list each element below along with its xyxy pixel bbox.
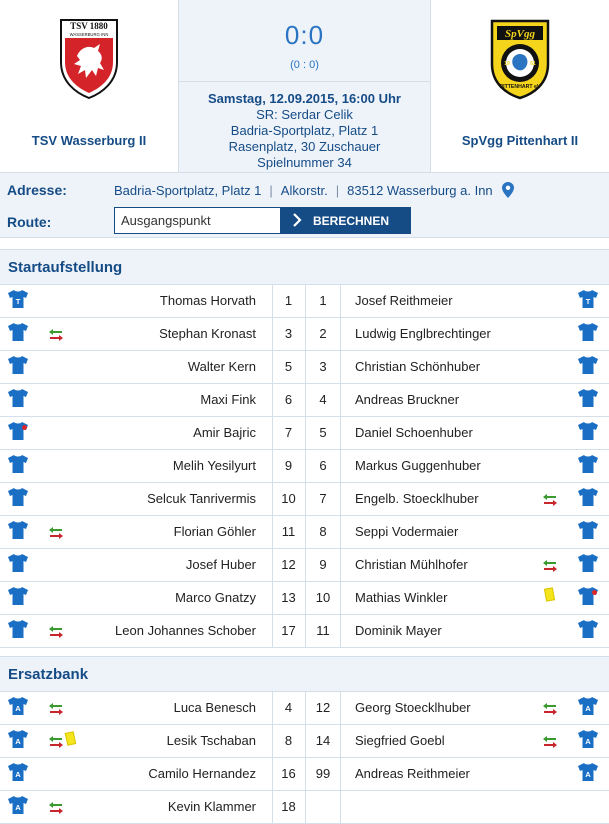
player-shirt-icon	[577, 355, 599, 375]
address-label: Adresse:	[7, 182, 67, 198]
home-player-name[interactable]: Walter Kern	[187, 359, 256, 374]
substitution-icon	[48, 802, 64, 814]
away-player-number: 6	[305, 450, 341, 482]
lineup-row	[0, 318, 609, 351]
player-shirt-icon	[577, 729, 599, 749]
home-player-name[interactable]: Amir Bajric	[193, 425, 256, 440]
svg-text:A: A	[585, 737, 591, 746]
halftime-score: (0 : 0)	[290, 59, 319, 71]
home-crest-line1: TSV 1880	[70, 21, 108, 31]
home-player-name[interactable]: Marco Gnatzy	[175, 590, 256, 605]
map-pin-icon[interactable]	[502, 182, 514, 198]
home-player-number: 17	[272, 615, 304, 647]
lineup-row	[0, 417, 609, 450]
lineup-row	[0, 516, 609, 549]
player-shirt-icon	[577, 388, 599, 408]
player-shirt-icon	[7, 520, 29, 540]
player-shirt-icon	[577, 553, 599, 573]
away-player-number: 5	[305, 417, 341, 449]
player-shirt-icon	[7, 619, 29, 639]
away-player-name[interactable]: Georg Stoecklhuber	[355, 700, 471, 715]
lineup-row	[0, 450, 609, 483]
player-shirt-icon	[577, 421, 599, 441]
lineup-row	[0, 615, 609, 648]
calculate-route-button[interactable]	[281, 207, 411, 234]
player-shirt-icon	[7, 553, 29, 573]
address-separator: |	[335, 182, 340, 198]
player-shirt-icon	[7, 762, 29, 782]
match-header	[0, 0, 609, 172]
home-player-number: 5	[272, 351, 304, 383]
away-player-number: 14	[305, 725, 341, 757]
lineup-row	[0, 791, 609, 824]
starting-lineup-rows	[0, 285, 609, 648]
svg-text:A: A	[15, 737, 21, 746]
player-shirt-icon	[7, 729, 29, 749]
home-team-name[interactable]: TSV Wasserburg II	[31, 133, 147, 148]
bench-rows	[0, 692, 609, 824]
away-team[interactable]	[431, 0, 609, 172]
home-player-name[interactable]: Kevin Klammer	[167, 799, 256, 814]
lineup-row	[0, 692, 609, 725]
away-player-name[interactable]: Christian Schönhuber	[355, 359, 481, 374]
substitution-icon	[542, 560, 558, 572]
player-shirt-icon	[7, 289, 29, 309]
bench	[0, 656, 609, 824]
away-player-number: 8	[305, 516, 341, 548]
away-team-name[interactable]: SpVgg Pittenhart II	[461, 133, 579, 148]
home-player-name[interactable]: Melih Yesilyurt	[172, 458, 256, 473]
away-player-number: 11	[305, 615, 341, 647]
address-value[interactable]	[114, 182, 514, 198]
away-player-name[interactable]: Andreas Bruckner	[355, 392, 460, 407]
home-player-number: 9	[272, 450, 304, 482]
pitch-spectators: Rasenplatz, 30 Zuschauer	[228, 139, 381, 154]
address-venue: Badria-Sportplatz, Platz 1	[114, 182, 262, 198]
match-number: Spielnummer 34	[257, 155, 352, 170]
away-player-name[interactable]: Christian Mühlhofer	[355, 557, 468, 572]
away-team-crest	[489, 18, 551, 100]
home-player-number: 12	[272, 549, 304, 581]
home-player-name[interactable]: Thomas Horvath	[159, 293, 256, 308]
player-shirt-icon	[577, 487, 599, 507]
venue: Badria-Sportplatz, Platz 1	[230, 123, 379, 138]
home-player-number: 16	[272, 758, 304, 790]
player-shirt-icon	[7, 586, 29, 606]
player-shirt-icon	[7, 454, 29, 474]
starting-lineup	[0, 249, 609, 648]
away-player-name[interactable]: Andreas Reithmeier	[355, 766, 470, 781]
home-player-name[interactable]: Lesik Tschaban	[166, 733, 256, 748]
lineup-row	[0, 483, 609, 516]
away-crest-year-left: 19	[504, 61, 510, 67]
final-score: 0:0	[284, 20, 325, 50]
injury-marker-icon	[22, 425, 27, 430]
away-player-number: 1	[305, 285, 341, 317]
yellow-card-icon	[544, 587, 555, 601]
home-player-number: 13	[272, 582, 304, 614]
svg-text:A: A	[585, 770, 591, 779]
player-shirt-icon	[577, 520, 599, 540]
scorebox	[179, 0, 430, 82]
player-shirt-icon	[7, 696, 29, 716]
home-player-number: 18	[272, 791, 304, 823]
substitution-icon	[542, 703, 558, 715]
starting-lineup-title: Startaufstellung	[0, 249, 609, 285]
home-player-number: 8	[272, 725, 304, 757]
away-player-name[interactable]: Josef Reithmeier	[355, 293, 453, 308]
home-player-name[interactable]: Stephan Kronast	[159, 326, 256, 341]
home-player-name[interactable]: Florian Göhler	[173, 524, 256, 539]
svg-text:A: A	[15, 803, 21, 812]
home-player-number: 1	[272, 285, 304, 317]
home-player-name[interactable]: Josef Huber	[185, 557, 256, 572]
lineup-row	[0, 285, 609, 318]
route-label: Route:	[7, 214, 52, 230]
address-city: 83512 Wasserburg a. Inn	[347, 182, 493, 198]
player-shirt-icon	[7, 388, 29, 408]
home-team-crest	[58, 18, 120, 100]
home-player-name[interactable]: Leon Johannes Schober	[115, 623, 256, 638]
home-player-number: 3	[272, 318, 304, 350]
home-player-number: 7	[272, 417, 304, 449]
player-shirt-icon	[7, 795, 29, 815]
home-player-name[interactable]: Selcuk Tanrivermis	[147, 491, 256, 506]
away-player-name[interactable]: Siegfried Goebl	[355, 733, 445, 748]
away-player-number	[305, 791, 341, 823]
away-player-number: 99	[305, 758, 341, 790]
lineup-row	[0, 725, 609, 758]
lineup-row	[0, 582, 609, 615]
calculate-route-label: BERECHNEN	[313, 213, 390, 228]
address-street: Alkorstr.	[280, 182, 328, 198]
referee: SR: Serdar Celik	[256, 107, 353, 122]
player-shirt-icon	[7, 487, 29, 507]
away-player-name[interactable]: Mathias Winkler	[355, 590, 448, 605]
player-shirt-icon	[7, 355, 29, 375]
away-player-number: 4	[305, 384, 341, 416]
svg-text:A: A	[15, 770, 21, 779]
home-player-number: 11	[272, 516, 304, 548]
away-player-number: 7	[305, 483, 341, 515]
home-player-name[interactable]: Maxi Fink	[200, 392, 256, 407]
substitution-icon	[48, 329, 64, 341]
home-crest-line2: WASSERBURG·INN	[69, 32, 109, 37]
bench-title: Ersatzbank	[0, 656, 609, 692]
home-player-number: 6	[272, 384, 304, 416]
player-shirt-icon	[7, 421, 29, 441]
substitution-icon	[542, 736, 558, 748]
away-player-name[interactable]: Daniel Schoenhuber	[355, 425, 473, 440]
substitution-icon	[48, 527, 64, 539]
lineup-row	[0, 549, 609, 582]
away-player-name[interactable]: Dominik Mayer	[355, 623, 442, 638]
player-shirt-icon	[577, 619, 599, 639]
home-team[interactable]	[0, 0, 178, 172]
away-player-name[interactable]: Seppi Vodermaier	[355, 524, 459, 539]
match-info-panel	[178, 0, 431, 172]
substitution-icon	[48, 736, 64, 748]
lineup-row	[0, 384, 609, 417]
substitution-icon	[48, 703, 64, 715]
player-shirt-icon	[7, 322, 29, 342]
address-bar	[0, 172, 609, 238]
player-shirt-icon	[577, 696, 599, 716]
away-player-name[interactable]: Ludwig Englbrechtinger	[355, 326, 491, 341]
player-shirt-icon	[577, 762, 599, 782]
svg-text:A: A	[15, 704, 21, 713]
player-shirt-icon	[577, 454, 599, 474]
match-details	[179, 91, 430, 171]
yellow-card-icon	[65, 731, 77, 746]
home-player-name[interactable]: Camilo Hernandez	[148, 766, 256, 781]
player-shirt-icon	[577, 586, 599, 606]
match-date-time: Samstag, 12.09.2015, 16:00 Uhr	[208, 91, 401, 106]
substitution-icon	[542, 494, 558, 506]
svg-text:A: A	[585, 704, 591, 713]
chevron-right-icon	[292, 213, 302, 227]
away-player-number: 3	[305, 351, 341, 383]
player-shirt-icon	[577, 289, 599, 309]
away-player-name[interactable]: Markus Guggenhuber	[355, 458, 481, 473]
home-player-name[interactable]: Luca Benesch	[173, 700, 256, 715]
home-player-number: 4	[272, 692, 304, 724]
away-player-number: 2	[305, 318, 341, 350]
lineup-row	[0, 351, 609, 384]
away-player-number: 10	[305, 582, 341, 614]
injury-marker-icon	[592, 590, 597, 595]
lineup-row	[0, 758, 609, 791]
away-player-number: 12	[305, 692, 341, 724]
substitution-icon	[48, 626, 64, 638]
home-player-number: 10	[272, 483, 304, 515]
svg-text:T: T	[585, 297, 591, 306]
away-crest-bottom: PITTENHART eV	[499, 84, 541, 90]
player-shirt-icon	[577, 322, 599, 342]
away-player-number: 9	[305, 549, 341, 581]
route-start-input[interactable]	[114, 207, 281, 234]
away-crest-top: SpVgg	[505, 28, 535, 40]
away-crest-year-right: 61	[530, 61, 536, 67]
svg-text:T: T	[15, 297, 21, 306]
away-player-name[interactable]: Engelb. Stoecklhuber	[355, 491, 479, 506]
address-separator: |	[269, 182, 273, 198]
